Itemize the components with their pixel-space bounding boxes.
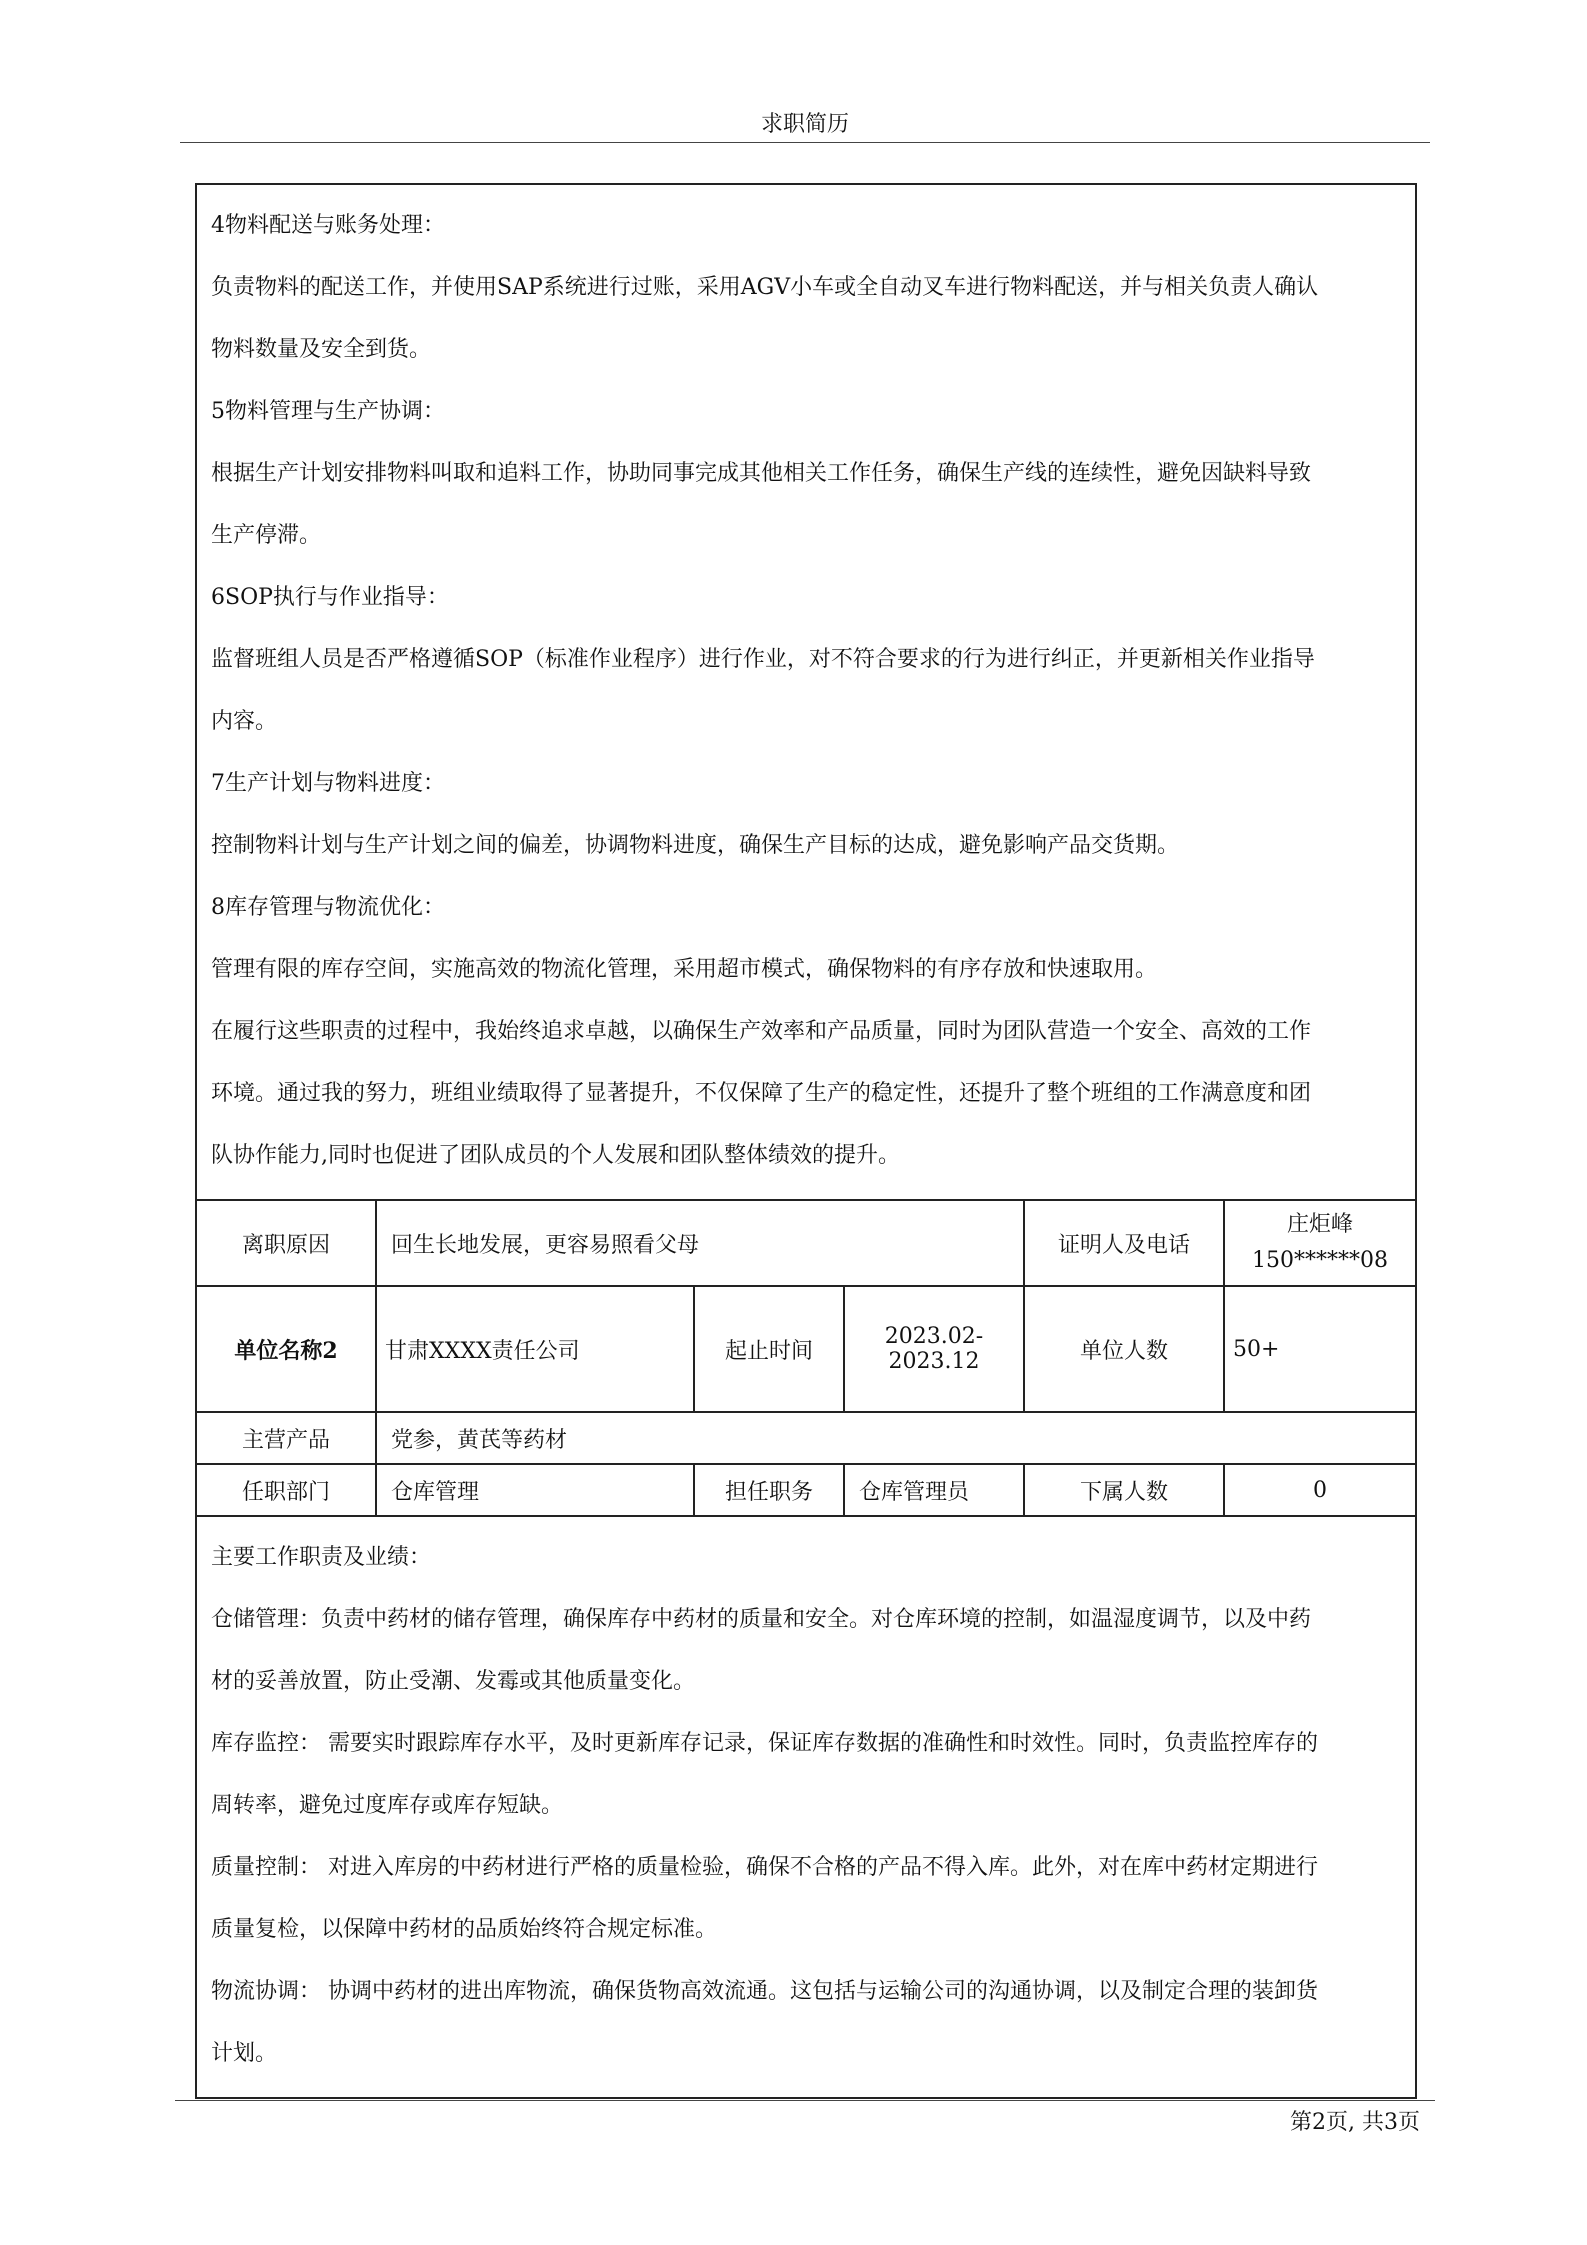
reference-name: 庄炬峰 xyxy=(1287,1212,1354,1237)
duty-line: 物料数量及安全到货。 xyxy=(211,337,432,362)
product-row xyxy=(196,1412,1416,1464)
duties-text-cell-1 xyxy=(196,184,1416,1200)
unit-name-label: 单位名称2 xyxy=(196,1286,376,1412)
reference-contact xyxy=(1224,1200,1416,1286)
main-product-label: 主营产品 xyxy=(196,1412,376,1464)
duty-line: 负责物料的配送工作，并使用SAP系统进行过账，采用AGV小车或全自动叉车进行物料配送，并与相关负责人确认 xyxy=(211,275,1319,300)
duty-line: 5物料管理与生产协调： xyxy=(211,399,445,424)
footer-divider xyxy=(175,2100,1435,2101)
unit-name-value: 甘肃XXXX责任公司 xyxy=(376,1286,694,1412)
subordinates-value: 0 xyxy=(1224,1464,1416,1516)
reference-label: 证明人及电话 xyxy=(1024,1200,1224,1286)
duty-line: 计划。 xyxy=(211,2041,278,2066)
duties-row-1 xyxy=(196,184,1416,1200)
headcount-label: 单位人数 xyxy=(1024,1286,1224,1412)
duty-line: 8库存管理与物流优化： xyxy=(211,895,445,920)
position-value: 仓库管理员 xyxy=(844,1464,1024,1516)
duty-line: 质量控制： 对进入库房的中药材进行严格的质量检验，确保不合格的产品不得入库。此外，对在库中药材定期进行 xyxy=(211,1855,1318,1880)
subordinates-label: 下属人数 xyxy=(1024,1464,1224,1516)
duty-line: 库存监控： 需要实时跟踪库存水平，及时更新库存记录，保证库存数据的准确性和时效性。同时，负责监控库存的 xyxy=(211,1731,1318,1756)
reference-phone: 150******08 xyxy=(1252,1248,1389,1273)
duties-text-cell-2 xyxy=(196,1516,1416,2098)
duty-line: 根据生产计划安排物料叫取和追料工作，协助同事完成其他相关工作任务，确保生产线的连续性，避免因缺料导致 xyxy=(211,461,1312,486)
duty-line: 周转率，避免过度库存或库存短缺。 xyxy=(211,1793,564,1818)
duty-line: 主要工作职责及业绩： xyxy=(211,1545,432,1570)
page-header-title: 求职简历 xyxy=(180,108,1430,143)
duty-line: 监督班组人员是否严格遵循SOP（标准作业程序）进行作业，对不符合要求的行为进行纠正，并更新相关作业指导 xyxy=(211,647,1315,672)
duty-line: 队协作能力,同时也促进了团队成员的个人发展和团队整体绩效的提升。 xyxy=(211,1143,900,1168)
duty-line: 物流协调： 协调中药材的进出库物流，确保货物高效流通。这包括与运输公司的沟通协调，以及制定合理的装卸货 xyxy=(211,1979,1318,2004)
duty-line: 在履行这些职责的过程中，我始终追求卓越，以确保生产效率和产品质量，同时为团队营造一个安全、高效的工作 xyxy=(211,1019,1312,1044)
department-row xyxy=(196,1464,1416,1516)
duty-line: 仓储管理：负责中药材的储存管理，确保库存中药材的质量和安全。对仓库环境的控制，如温湿度调节，以及中药 xyxy=(211,1607,1312,1632)
employer-row xyxy=(196,1286,1416,1412)
period-label: 起止时间 xyxy=(694,1286,844,1412)
page-number: 第2页, 共3页 xyxy=(1290,2110,1420,2135)
duties-row-2 xyxy=(196,1516,1416,2098)
position-label: 担任职务 xyxy=(694,1464,844,1516)
leave-reason-label: 离职原因 xyxy=(196,1200,376,1286)
duty-line: 环境。通过我的努力，班组业绩取得了显著提升，不仅保障了生产的稳定性，还提升了整个班组的工作满意度和团 xyxy=(211,1081,1312,1106)
duty-line: 控制物料计划与生产计划之间的偏差，协调物料进度，确保生产目标的达成，避免影响产品交货期。 xyxy=(211,833,1180,858)
period-value: 2023.02-2023.12 xyxy=(844,1286,1024,1412)
leave-reason-row xyxy=(196,1200,1416,1286)
duty-line: 4物料配送与账务处理： xyxy=(211,213,445,238)
duty-line: 生产停滞。 xyxy=(211,523,322,548)
duty-line: 管理有限的库存空间，实施高效的物流化管理，采用超市模式，确保物料的有序存放和快速取用。 xyxy=(211,957,1158,982)
headcount-value: 50+ xyxy=(1224,1286,1416,1412)
department-label: 任职部门 xyxy=(196,1464,376,1516)
resume-table xyxy=(195,183,1417,2099)
duty-line: 材的妥善放置，防止受潮、发霉或其他质量变化。 xyxy=(211,1669,696,1694)
department-value: 仓库管理 xyxy=(376,1464,694,1516)
duty-line: 内容。 xyxy=(211,709,278,734)
duty-line: 7生产计划与物料进度： xyxy=(211,771,445,796)
duty-line: 质量复检，以保障中药材的品质始终符合规定标准。 xyxy=(211,1917,718,1942)
leave-reason-value: 回生长地发展，更容易照看父母 xyxy=(376,1200,1024,1286)
duty-line: 6SOP执行与作业指导： xyxy=(211,585,449,610)
main-product-value: 党参，黄芪等药材 xyxy=(376,1412,1416,1464)
